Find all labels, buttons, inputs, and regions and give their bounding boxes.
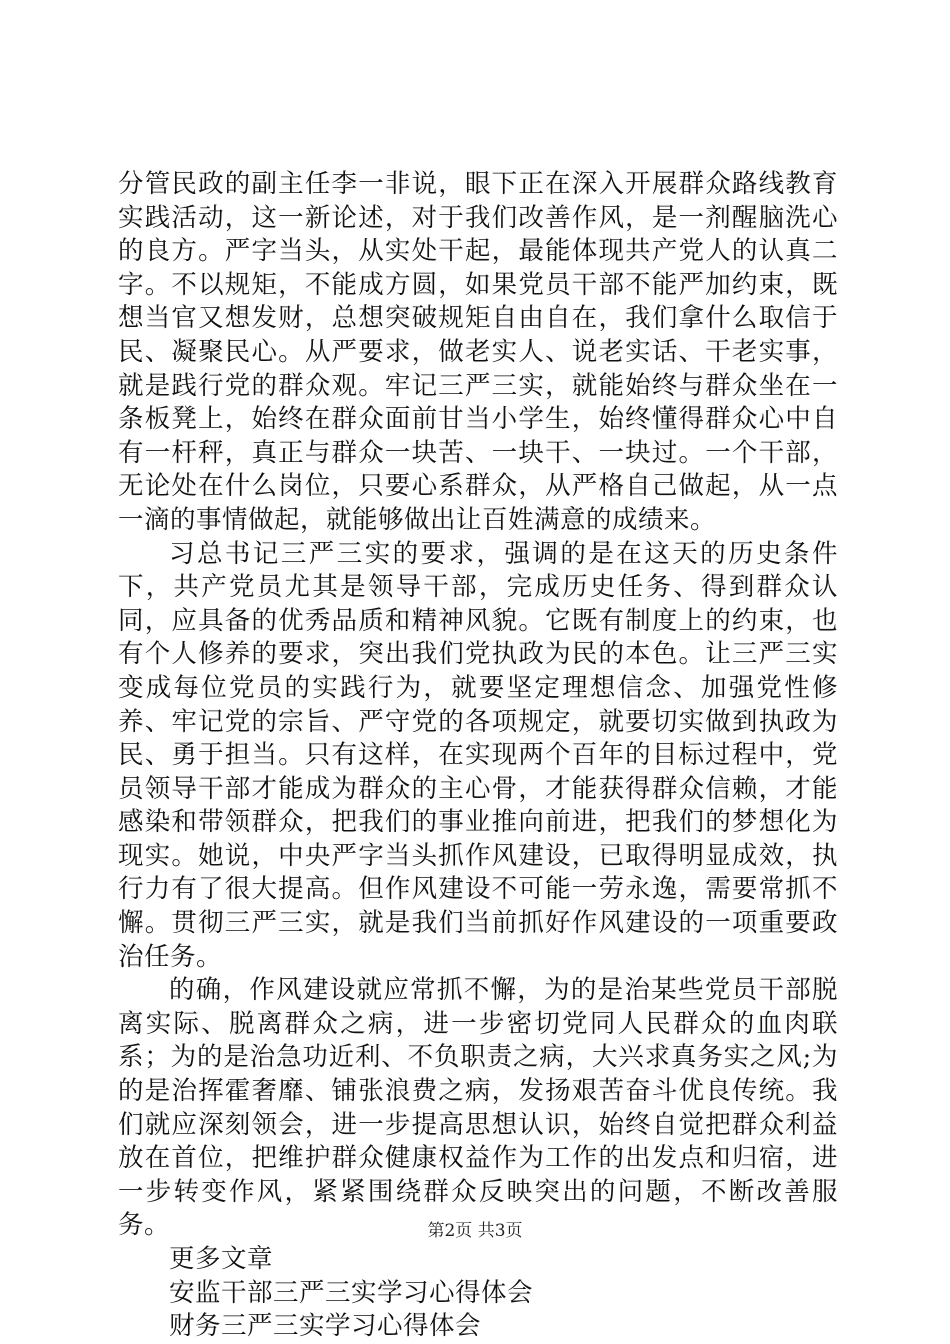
paragraph-1: 分管民政的副主任李一非说，眼下正在深入开展群众路线教育实践活动，这一新论述，对于我们改善作风，是一剂醒脑洗心的良方。严字当头，从实处干起，最能体现共产党人的认真二字。不以规矩，不能成方圆，如果党员干部不能严加约束，既想当官又想发财，总想突破规矩自由自在，我们拿什么取信于民、凝聚民心。从严要求，做老实人、说老实话、干老实事，就是践行党的群众观。牢记三严三实，就能始终与群众坐在一条板凳上，始终在群众面前甘当小学生，始终懂得群众心中自有一杆秤，真正与群众一块苦、一块干、一块过。一个干部，无论处在什么岗位，只要心系群众，从严格自己做起，从一点一滴的事情做起，就能够做出让百姓满意的成绩来。: [118, 169, 838, 535]
paragraph-3: 的确，作风建设就应常抓不懈，为的是治某些党员干部脱离实际、脱离群众之病，进一步密切党同人民群众的血肉联系；为的是治急功近利、不负职责之病，大兴求真务实之风;为的是治挥霍奢靡、铺张浪费之病，发扬艰苦奋斗优良传统。我们就应深刻领会，进一步提高思想认识，始终自觉把群众利益放在首位，把维护群众健康权益作为工作的出发点和归宿，进一步转变作风，紧紧围绕群众反映突出的问题，不断改善服务。: [118, 975, 838, 1241]
list-item: [118, 1277, 838, 1311]
more-articles-heading: 更多文章: [169, 1244, 274, 1274]
more-articles-list: [118, 1277, 838, 1344]
page-number-footer: 第2页 共3页: [427, 1221, 523, 1241]
document-body: [118, 168, 838, 1344]
paragraph-2: 习总书记三严三实的要求，强调的是在这天的历史条件下，共产党员尤其是领导干部，完成历史任务、得到群众认同，应具备的优秀品质和精神风貌。它既有制度上的约束，也有个人修养的要求，突出我们党执政为民的本色。让三严三实变成每位党员的实践行为，就要坚定理想信念、加强党性修养、牢记党的宗旨、严守党的各项规定，就要切实做到执政为民、勇于担当。只有这样，在实现两个百年的目标过程中，党员领导干部才能成为群众的主心骨，才能获得群众信赖，才能感染和带领群众，把我们的事业推向前进，把我们的梦想化为现实。她说，中央严字当头抓作风建设，已取得明显成效，执行力有了很大提高。但作风建设不可能一劳永逸，需要常抓不懈。贯彻三严三实，就是我们当前抓好作风建设的一项重要政治任务。: [118, 538, 838, 972]
related-article-link[interactable]: 安监干部三严三实学习心得体会: [169, 1277, 534, 1308]
list-item: [118, 1310, 838, 1344]
related-article-link[interactable]: 财务三严三实学习心得体会: [169, 1311, 482, 1342]
